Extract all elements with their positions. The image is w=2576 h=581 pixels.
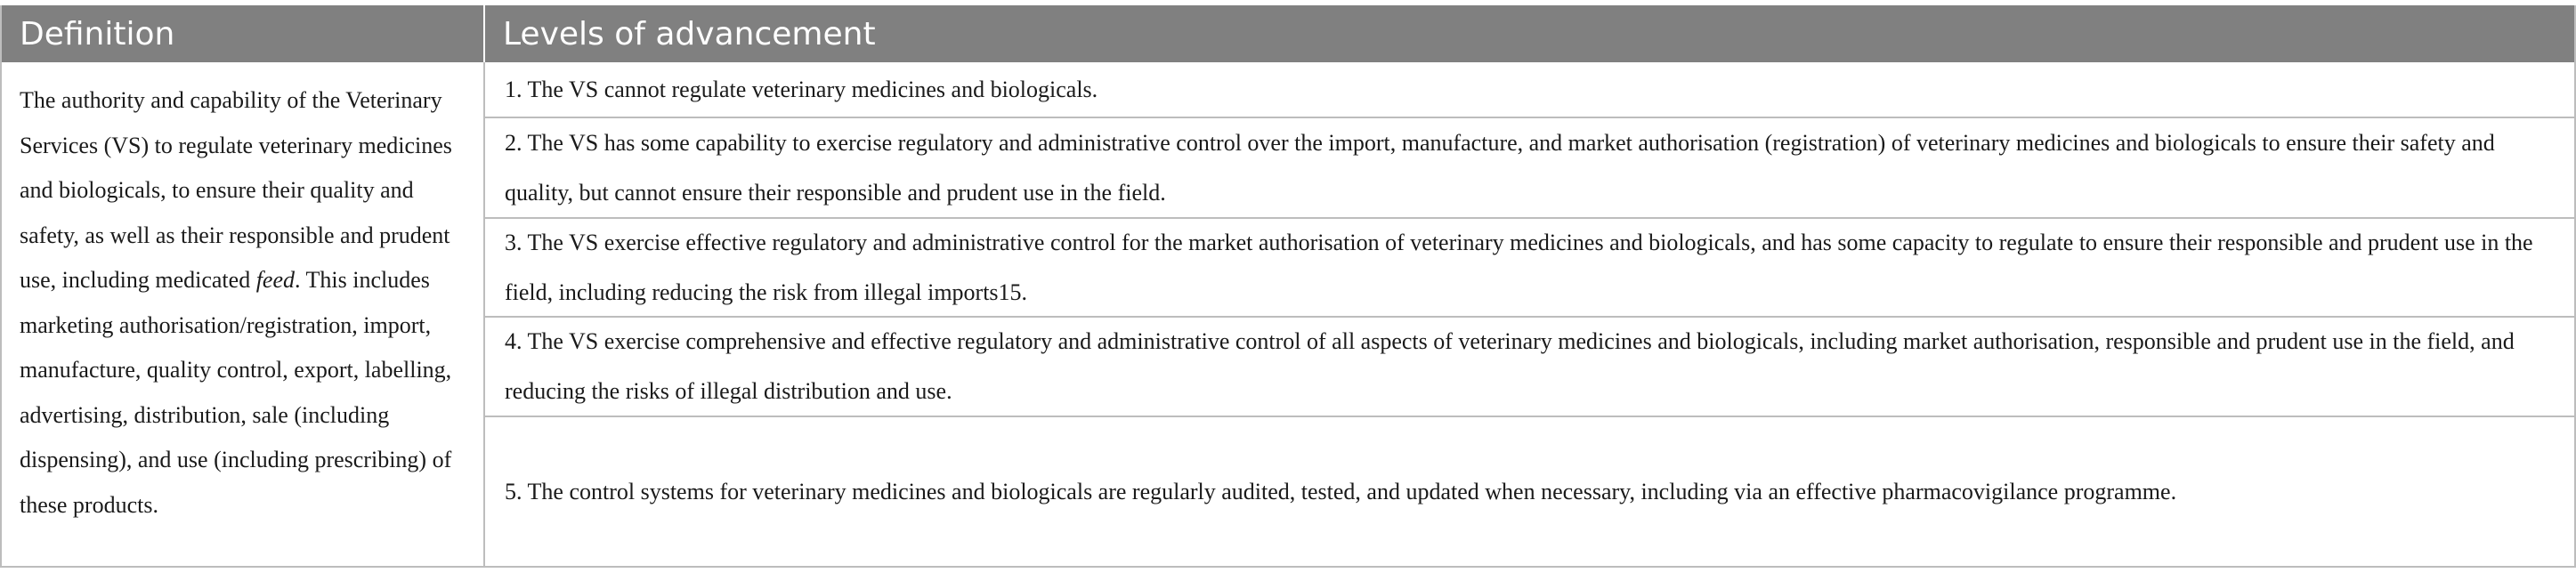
- table-header: [2, 5, 2574, 62]
- level-text: 5. The control systems for veterinary medicines and biologicals are regularly audited, tested, and updated when necessary, including via an effective pharmacovigilance programme.: [505, 478, 2177, 504]
- levels-table: [0, 5, 2576, 568]
- level-text: 1. The VS cannot regulate veterinary medicines and biologicals.: [505, 76, 1098, 102]
- header-definition: Definition: [2, 5, 485, 62]
- definition-cell: [2, 62, 485, 566]
- level-row-1: [485, 62, 2574, 118]
- level-row-3: [485, 219, 2574, 318]
- level-row-5: [485, 417, 2574, 566]
- level-row-2: [485, 118, 2574, 219]
- level-text: 3. The VS exercise effective regulatory and administrative control for the market authorisation of veterinary medicines and biologicals, and has some capacity to regulate to ensure their responsible and prudent use in the field, including reducing the risk from illegal imports15.: [505, 229, 2533, 305]
- definition-text-start: The authority and capability of the Veterinary Services (VS) to regulate veterinary medicines and biologicals, to ensure their quality and safety, as well as their responsible and prudent use, including medicated: [20, 87, 452, 293]
- table-body: [2, 62, 2574, 566]
- level-text: 2. The VS has some capability to exercise regulatory and administrative control over the import, manufacture, and market authorisation (registration) of veterinary medicines and biologicals to ensure their safety and quality, but cannot ensure their responsible and prudent use in the field.: [505, 129, 2495, 206]
- level-text: 4. The VS exercise comprehensive and effective regulatory and administrative control of all aspects of veterinary medicines and biologicals, including market authorisation, responsible and prudent use in the field, and reducing the risks of illegal distribution and use.: [505, 328, 2515, 404]
- definition-text-end: . This includes marketing authorisation/registration, import, manufacture, quality control, export, labelling, advertising, distribution, sale (including dispensing), and use (including prescribing) of these products.: [20, 267, 452, 518]
- definition-text-italic: feed: [255, 267, 296, 293]
- level-row-4: [485, 318, 2574, 417]
- levels-column: [485, 62, 2574, 566]
- header-levels: Levels of advancement: [503, 15, 876, 52]
